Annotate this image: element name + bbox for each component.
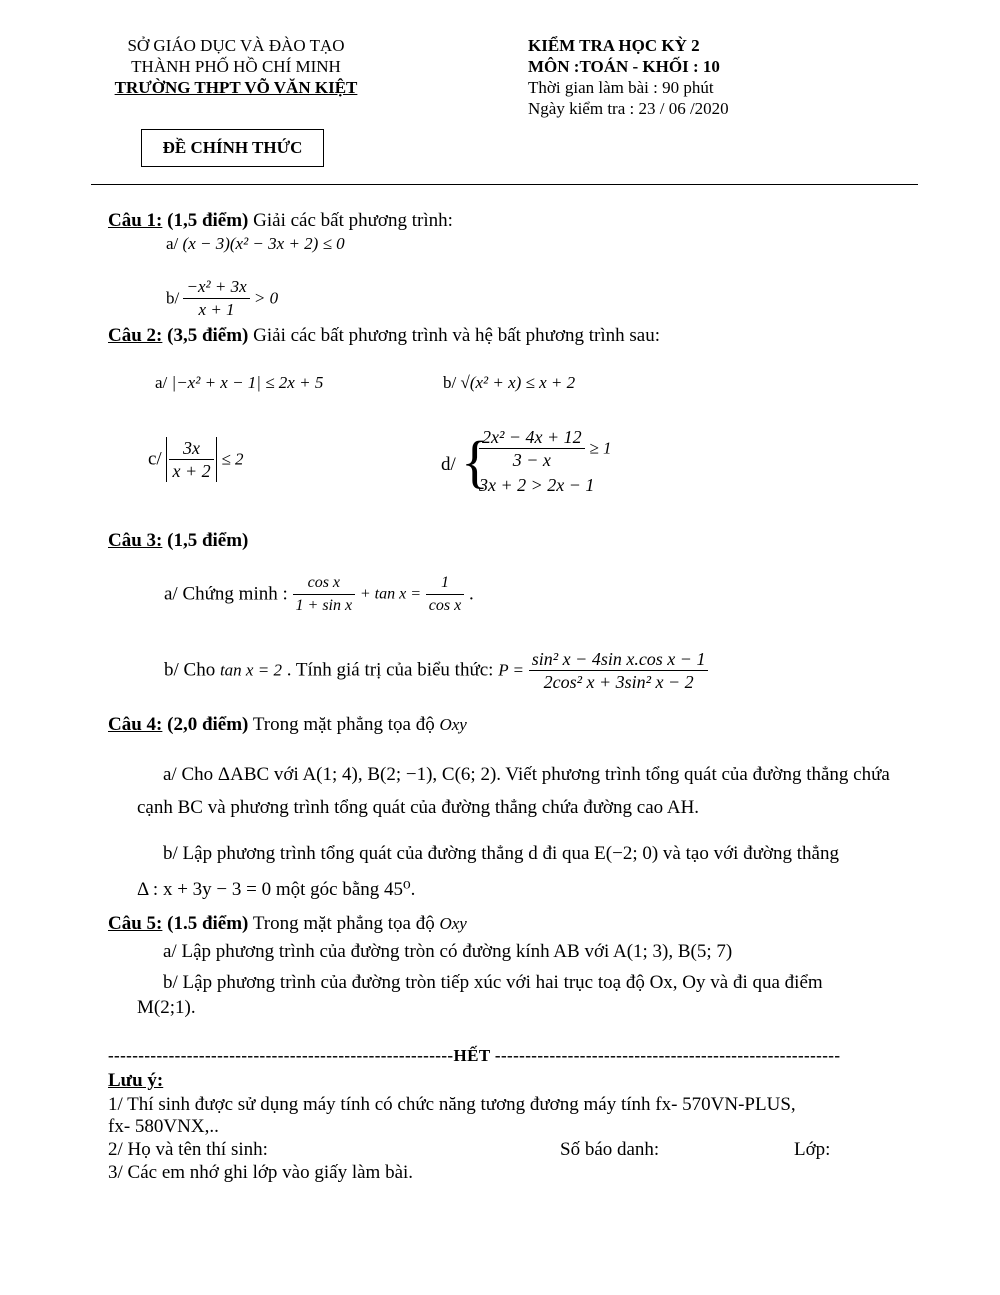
numerator: 1 [426,572,464,595]
question-3a [164,572,474,617]
fraction [293,572,356,617]
part-label: d/ [441,454,456,475]
question-2c [148,437,243,482]
question-label: Câu 1: [108,210,163,231]
official-exam-box: ĐỀ CHÍNH THỨC [141,129,324,167]
absolute-value-bars [166,437,216,482]
question-label: Câu 5: [108,913,163,934]
question-4a-line1: a/ Cho ΔABC với A(1; 4), B(2; −1), C(6; 2). Viết phương trình tổng quát của đường thẳng chứa [163,764,890,785]
question-2a [155,373,323,393]
city-name: THÀNH PHỐ HỒ CHÍ MINH [131,57,341,76]
question-2-heading [108,323,660,349]
question-4-heading [108,712,467,738]
part-label: c/ [148,448,162,470]
question-text: Giải các bất phương trình: [253,210,453,231]
math-expression: Oxy [439,914,467,933]
math-expression: + tan x = [359,585,421,603]
denominator: 1 + sin x [295,597,353,614]
header-left [86,35,386,98]
note-1-line1: 1/ Thí sinh được sử dụng máy tính có chức năng tương đương máy tính fx- 570VN-PLUS, [108,1094,796,1115]
denominator: 3 − x [512,450,551,470]
denominator: x + 1 [198,300,235,319]
question-label: Câu 4: [108,714,163,735]
numerator: cos x [293,572,356,595]
question-points: (1,5 điểm) [167,530,249,551]
question-3b [164,648,708,693]
note-1-line2: fx- 580VNX,.. [108,1116,219,1137]
system-lines [479,426,612,496]
question-text: . Tính giá trị của biểu thức: [286,659,494,681]
math-expression: Oxy [439,715,467,734]
note-2-name: 2/ Họ và tên thí sinh: [108,1139,268,1160]
question-label: Câu 3: [108,530,163,551]
department-name: SỞ GIÁO DỤC VÀ ĐÀO TẠO [127,36,345,55]
question-points: (1,5 điểm) [167,210,249,231]
numerator: 2x² − 4x + 12 [479,426,585,449]
fraction [183,276,249,321]
math-expression: tan x = 2 [219,660,282,680]
exam-date: Ngày kiểm tra : 23 / 06 /2020 [528,99,729,118]
math-expression: |−x² + x − 1| ≤ 2x + 5 [171,373,324,392]
question-1-heading [108,208,453,234]
math-rhs: ≤ 2 [221,449,244,469]
fraction [169,437,213,482]
header-right [528,35,729,119]
note-2-class: Lớp: [794,1139,831,1160]
fraction [479,426,585,471]
question-5-heading [108,911,467,937]
question-1a [166,234,345,254]
question-points: (1.5 điểm) [167,913,249,934]
question-label: Câu 2: [108,325,163,346]
question-1b [166,276,278,321]
question-4a-line2: cạnh BC và phương trình tổng quát của đường thẳng chứa đường cao AH. [137,797,700,818]
part-label: a/ [155,373,168,392]
question-text: Trong mặt phẳng tọa độ [252,714,435,735]
question-5b-line2: M(2;1). [137,997,196,1018]
denominator: x + 2 [172,461,211,481]
school-name: TRƯỜNG THPT VÕ VĂN KIỆT [114,78,358,97]
math-rhs: > 0 [253,288,279,308]
fraction [426,572,464,617]
denominator: cos x [428,597,462,614]
question-5b-line1: b/ Lập phương trình của đường tròn tiếp xúc với hai trục toạ độ Ox, Oy và đi qua điểm [163,972,823,993]
numerator: 3x [169,437,213,460]
note-2-candidate-number: Số báo danh: [560,1139,660,1160]
question-text: Trong mặt phẳng tọa độ [252,913,435,934]
math-expression: P = [498,660,525,680]
note-label: Lưu ý: [108,1070,164,1091]
question-points: (3,5 điểm) [167,325,249,346]
numerator: sin² x − 4sin x.cos x − 1 [529,648,709,671]
question-5a: a/ Lập phương trình của đường tròn có đường kính AB với A(1; 3), B(5; 7) [163,941,733,962]
end-of-exam-line: ---------------------------------------------------------HẾT --------------------------------------------------------- [108,1046,841,1065]
math-rhs: ≥ 1 [589,438,612,458]
question-text: Giải các bất phương trình và hệ bất phương trình sau: [253,325,661,346]
system-brace: { [461,429,489,494]
question-2b [443,373,575,393]
part-label: b/ [443,373,457,392]
header-divider [91,184,918,185]
question-4b-line1: b/ Lập phương trình tổng quát của đường thẳng d đi qua E(−2; 0) và tạo với đường thẳng [163,843,839,864]
denominator: 2cos² x + 3sin² x − 2 [543,672,694,692]
part-label: a/ Chứng minh : [164,583,288,605]
note-3: 3/ Các em nhớ ghi lớp vào giấy làm bài. [108,1162,414,1183]
question-points: (2,0 điểm) [167,714,249,735]
part-label: b/ Cho [164,659,216,681]
math-expression: (x − 3)(x² − 3x + 2) ≤ 0 [182,234,345,253]
numerator: −x² + 3x [183,276,249,299]
question-4b-line2: Δ : x + 3y − 3 = 0 một góc bằng 45⁰. [137,879,416,900]
math-expression: √(x² + x) ≤ x + 2 [460,373,576,392]
question-3-heading [108,528,248,554]
exam-title: KIỂM TRA HỌC KỲ 2 [528,36,700,55]
fraction [529,648,709,693]
part-label: a/ [166,234,179,253]
subject-grade: MÔN :TOÁN - KHỐI : 10 [528,57,720,76]
part-label: b/ [166,288,180,308]
math-expression: 3x + 2 > 2x − 1 [479,475,595,495]
exam-duration: Thời gian làm bài : 90 phút [528,78,714,97]
math-end: . [468,583,474,605]
